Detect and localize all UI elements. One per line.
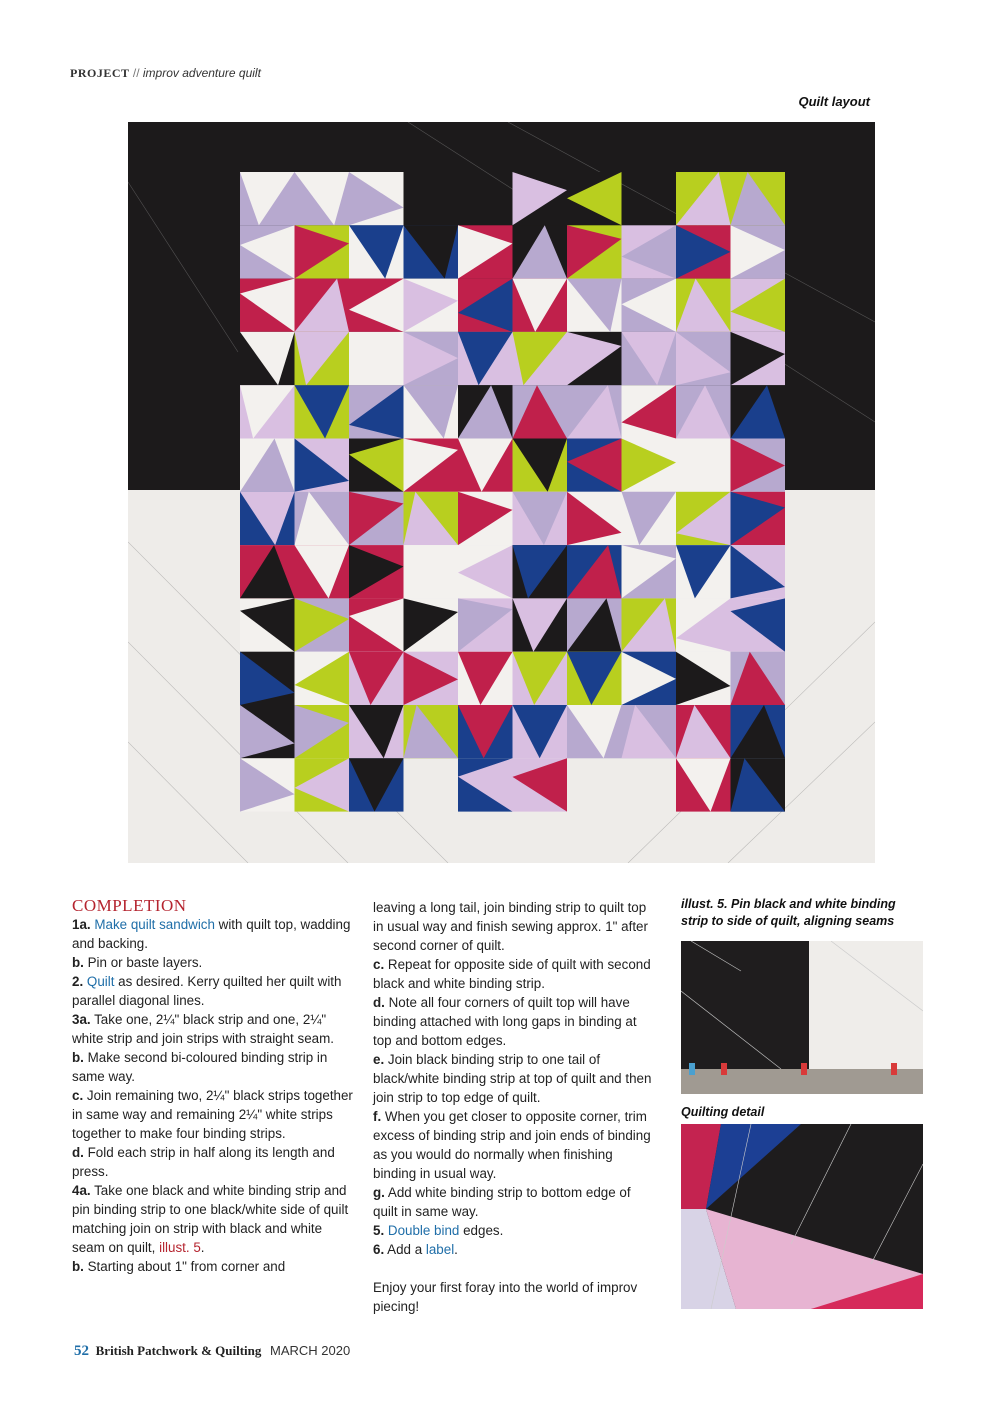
step-text: Join black binding strip to one tail of black/white binding strip at top of quilt and then join strip to top edge of quilt. <box>373 1052 652 1105</box>
step-4e <box>373 1050 658 1107</box>
step-text: Take one black and white binding strip and pin binding strip to one black/white side of quilt matching join on strip with black and white seam on quilt, <box>72 1183 349 1255</box>
section-heading: COMPLETION <box>72 896 187 915</box>
page-number: 52 <box>74 1343 89 1359</box>
step-4f <box>373 1107 658 1183</box>
header-separator: // <box>132 66 140 80</box>
step-3a <box>72 1010 357 1048</box>
quilt-link[interactable]: Quilt <box>86 974 115 989</box>
text-column-1 <box>72 896 357 1276</box>
step-num: 2. <box>72 974 84 989</box>
make-quilt-sandwich-link[interactable]: Make quilt sandwich <box>94 917 215 932</box>
step-text: Pin or baste layers. <box>83 955 203 970</box>
step-4d <box>373 993 658 1050</box>
step-text: Add a <box>384 1242 426 1257</box>
step-text: Repeat for opposite side of quilt with second black and white binding strip. <box>373 957 651 991</box>
step-text: Join remaining two, 2¼" black strips together in same way and remaining 2¼" white strips together to make four binding strips. <box>72 1088 353 1141</box>
step-num: d. <box>72 1145 84 1160</box>
quilt-photo <box>128 122 875 863</box>
step-4a <box>72 1181 357 1257</box>
double-bind-link[interactable]: Double bind <box>387 1223 460 1238</box>
step-text: with quilt top, wadding and backing. <box>72 917 351 951</box>
text-column-2 <box>373 898 658 1316</box>
step-1b <box>72 953 357 972</box>
step-4c <box>373 955 658 993</box>
step-num: 6. <box>373 1242 385 1257</box>
running-header <box>70 66 261 81</box>
illust-5-link[interactable]: illust. 5 <box>159 1240 201 1255</box>
step-4g <box>373 1183 658 1221</box>
quilting-detail-caption: Quilting detail <box>681 1105 765 1119</box>
step-num: e. <box>373 1052 385 1067</box>
quilting-detail-photo <box>681 1124 923 1309</box>
binding-photo <box>681 941 923 1094</box>
step-text: as desired. Kerry quilted her quilt with parallel diagonal lines. <box>72 974 342 1008</box>
step-num: 3a. <box>72 1012 91 1027</box>
step-text: edges. <box>459 1223 504 1238</box>
step-num: 1a. <box>72 917 91 932</box>
magazine-title: British Patchwork & Quilting <box>95 1343 262 1358</box>
paragraph-gap <box>373 1259 658 1278</box>
step-4b-continued: leaving a long tail, join binding strip to quilt top in usual way and finish sewing approx. 1" after second corner of quilt. <box>373 900 648 953</box>
step-text-end: . <box>200 1240 205 1255</box>
page-footer <box>74 1343 350 1360</box>
step-1a <box>72 915 357 953</box>
step-num: b. <box>72 1050 84 1065</box>
step-num: c. <box>373 957 385 972</box>
label-link[interactable]: label <box>425 1242 455 1257</box>
step-text: Add white binding strip to bottom edge of quilt in same way. <box>373 1185 631 1219</box>
closing-text: Enjoy your first foray into the world of improv piecing! <box>373 1280 638 1314</box>
step-num: d. <box>373 995 385 1010</box>
step-text: Take one, 2¼" black strip and one, 2¼" white strip and join strips with straight seam. <box>72 1012 334 1046</box>
step-text: Starting about 1" from corner and <box>83 1259 286 1274</box>
step-text: When you get closer to opposite corner, trim excess of binding strip and join ends of binding as you would do normally when finishing binding in usual way. <box>373 1109 651 1181</box>
step-text: Fold each strip in half along its length and press. <box>72 1145 335 1179</box>
step-4b <box>72 1257 357 1276</box>
step-num: b. <box>72 1259 84 1274</box>
issue-date: MARCH 2020 <box>270 1343 351 1358</box>
step-6 <box>373 1240 658 1259</box>
step-text-end: . <box>454 1242 458 1257</box>
step-3d <box>72 1143 357 1181</box>
step-num: b. <box>72 955 84 970</box>
illust-5-caption: illust. 5. Pin black and white binding strip to side of quilt, aligning seams <box>681 897 896 928</box>
header-topic: improv adventure quilt <box>142 66 261 80</box>
step-num: f. <box>373 1109 382 1124</box>
step-text: Note all four corners of quilt top will have binding attached with long gaps in binding at top and bottom edges. <box>373 995 637 1048</box>
step-3c <box>72 1086 357 1143</box>
step-num: 4a. <box>72 1183 91 1198</box>
step-num: c. <box>72 1088 84 1103</box>
step-num: g. <box>373 1185 385 1200</box>
step-num: 5. <box>373 1223 385 1238</box>
step-text: Make second bi-coloured binding strip in same way. <box>72 1050 328 1084</box>
quilt-layout-caption: Quilt layout <box>798 94 870 109</box>
step-3b <box>72 1048 357 1086</box>
step-2 <box>72 972 357 1010</box>
header-project: PROJECT <box>70 66 130 80</box>
step-5 <box>373 1221 658 1240</box>
